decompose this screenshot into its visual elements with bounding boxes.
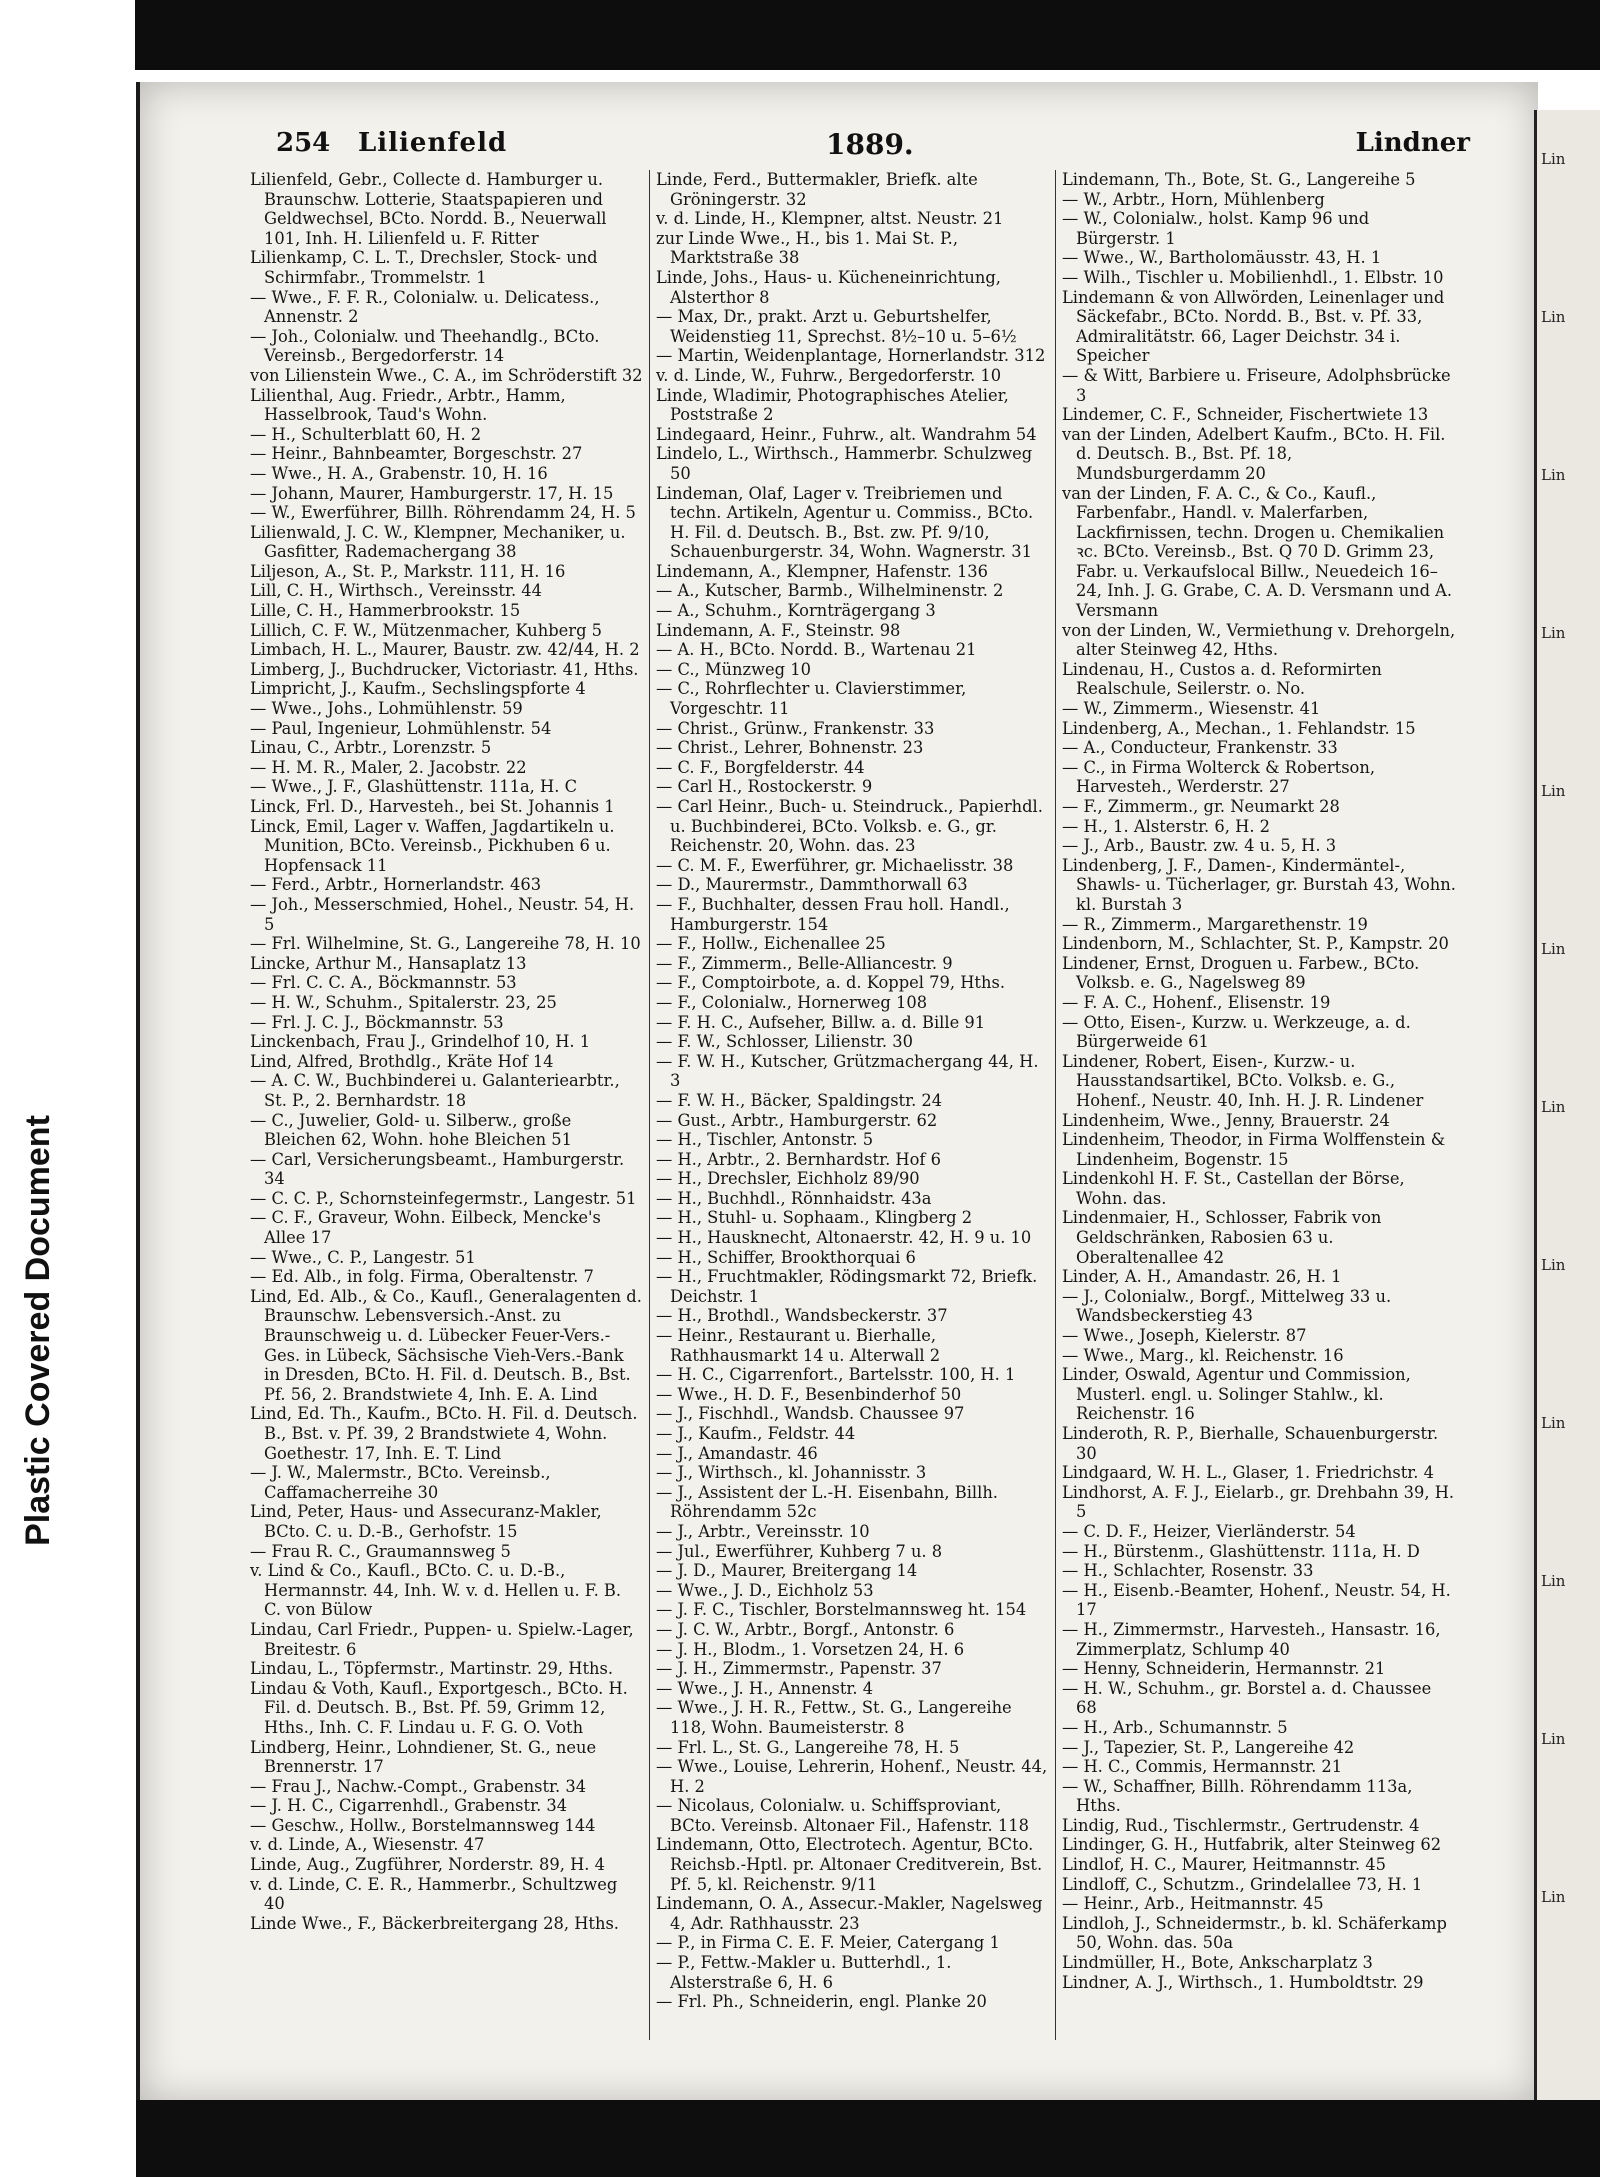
- directory-entry: — Wwe., C. P., Langestr. 51: [250, 1247, 476, 1267]
- directory-entry: Lindloh, J., Schneidermstr., b. kl. Schäferkamp 50, Wohn. das. 50a: [1062, 1913, 1447, 1953]
- next-page-fragment: Lin: [1541, 1888, 1566, 1906]
- directory-entry: — J. H., Zimmermstr., Papenstr. 37: [656, 1659, 942, 1679]
- directory-entry: — C. F., Borgfelderstr. 44: [656, 757, 865, 777]
- next-page-fragment: Lin: [1541, 782, 1566, 800]
- directory-entry: — Frl. C. C. A., Böckmannstr. 53: [250, 973, 517, 993]
- directory-entry: Lindener, Ernst, Droguen u. Farbew., BCto. Volksb. e. G., Nagelsweg 89: [1062, 953, 1420, 993]
- directory-entry: — Carl Heinr., Buch- u. Steindruck., Papierhdl. u. Buchbinderei, BCto. Volksb. e. G., gr. Reichenstr. 20, Wohn. das. 23: [656, 797, 1043, 856]
- directory-entry: — Max, Dr., prakt. Arzt u. Geburtshelfer, Weidenstieg 11, Sprechst. 8½–10 u. 5–6½: [656, 307, 1017, 346]
- directory-entry: Lindemann, A., Klempner, Hafenstr. 136: [656, 561, 989, 581]
- directory-entry: — Carl H., Rostockerstr. 9: [656, 777, 873, 797]
- directory-entry: — C., Rohrflechter u. Clavierstimmer, Vorgeschtr. 11: [656, 679, 967, 719]
- next-page-fragment: Lin: [1541, 940, 1566, 958]
- directory-entry: — Heinr., Restaurant u. Bierhalle, Rathhausmarkt 14 u. Alterwall 2: [656, 1326, 941, 1365]
- next-page-fragment: Lin: [1541, 1098, 1566, 1116]
- directory-entry: — H., Zimmermstr., Harvesteh., Hansastr. 16, Zimmerplatz, Schlump 40: [1062, 1619, 1441, 1659]
- directory-entry: — Wwe., F. F. R., Colonialw. u. Delicatess., Annenstr. 2: [250, 287, 600, 327]
- directory-entry: — Wwe., J. H. R., Fettw., St. G., Langereihe 118, Wohn. Baumeisterstr. 8: [656, 1698, 1012, 1737]
- directory-entry: — Gust., Arbtr., Hamburgerstr. 62: [656, 1110, 938, 1130]
- directory-entry: — Otto, Eisen-, Kurzw. u. Werkzeuge, a. d. Bürgerweide 61: [1062, 1012, 1411, 1052]
- directory-entry: Lindenau, H., Custos a. d. Reformirten Realschule, Seilerstr. o. No.: [1062, 659, 1382, 699]
- directory-entry: — Wwe., W., Bartholomäusstr. 43, H. 1: [1062, 248, 1382, 268]
- directory-entry: Limpricht, J., Kaufm., Sechslingspforte 4: [250, 679, 586, 699]
- directory-entry: Lindenheim, Wwe., Jenny, Brauerstr. 24: [1062, 1110, 1390, 1130]
- directory-entry: Linder, Oswald, Agentur und Commission, Musterl. engl. u. Solinger Stahlw., kl. Reichenstr. 16: [1062, 1365, 1411, 1424]
- directory-entry: — W., Zimmerm., Wiesenstr. 41: [1062, 699, 1321, 719]
- directory-entry: — H., Brothdl., Wandsbeckerstr. 37: [656, 1306, 948, 1326]
- directory-entry: — Wwe., J. D., Eichholz 53: [656, 1580, 874, 1600]
- directory-entry: — R., Zimmerm., Margarethenstr. 19: [1062, 914, 1368, 934]
- directory-entry: — Geschw., Hollw., Borstelmannsweg 144: [250, 1815, 596, 1835]
- directory-entry: v. d. Linde, W., Fuhrw., Bergedorferstr. 10: [656, 365, 1002, 385]
- directory-entry: Lindenmaier, H., Schlosser, Fabrik von Geldschränken, Rabosien 63 u. Oberaltenallee 42: [1062, 1208, 1382, 1267]
- directory-entry: — C. D. F., Heizer, Vierländerstr. 54: [1062, 1521, 1356, 1541]
- directory-entry: Linck, Frl. D., Harvesteh., bei St. Johannis 1: [250, 797, 615, 816]
- directory-entry: Linde Wwe., F., Bäckerbreitergang 28, Hths.: [250, 1913, 619, 1933]
- directory-entry: — Frl. J. C. J., Böckmannstr. 53: [250, 1012, 504, 1032]
- directory-entry: — H., Hausknecht, Altonaerstr. 42, H. 9 u. 10: [656, 1228, 1032, 1248]
- directory-entry: Lindlof, H. C., Maurer, Heitmannstr. 45: [1062, 1855, 1386, 1875]
- directory-entry: Linderoth, R. P., Bierhalle, Schauenburgerstr. 30: [1062, 1424, 1439, 1463]
- directory-entry: — J. F. C., Tischler, Borstelmannsweg ht. 154: [656, 1600, 1027, 1620]
- directory-entry: Lindemann, A. F., Steinstr. 98: [656, 620, 901, 640]
- directory-entry: — F., Zimmerm., Belle-Alliancestr. 9: [656, 953, 953, 973]
- directory-entry: — F., Zimmerm., gr. Neumarkt 28: [1062, 797, 1340, 816]
- directory-entry: — Ed. Alb., in folg. Firma, Oberaltenstr. 7: [250, 1267, 594, 1287]
- directory-entry: Lindau, Carl Friedr., Puppen- u. Spielw.-Lager, Breitestr. 6: [250, 1619, 634, 1659]
- directory-entry: — H. M. R., Maler, 2. Jacobstr. 22: [250, 757, 527, 777]
- directory-entry: — P., in Firma C. E. F. Meier, Catergang 1: [656, 1933, 1000, 1953]
- side-label-text: Plastic Covered Document: [18, 1114, 57, 1546]
- directory-entry: — J., Tapezier, St. P., Langereihe 42: [1062, 1737, 1355, 1757]
- next-page-fragment: Lin: [1541, 1256, 1566, 1274]
- next-page-fragment: Lin: [1541, 1730, 1566, 1748]
- directory-entry: — H. W., Schuhm., Spitalerstr. 23, 25: [250, 992, 557, 1012]
- directory-entry: Lindmüller, H., Bote, Ankscharplatz 3: [1062, 1953, 1373, 1973]
- directory-entry: — D., Maurermstr., Dammthorwall 63: [656, 875, 968, 895]
- directory-columns: [244, 170, 1466, 2040]
- directory-entry: — H., Fruchtmakler, Rödingsmarkt 72, Briefk. Deichstr. 1: [656, 1267, 1038, 1306]
- directory-entry: — Ferd., Arbtr., Hornerlandstr. 463: [250, 875, 542, 895]
- directory-entry: — Heinr., Bahnbeamter, Borgeschstr. 27: [250, 444, 583, 464]
- directory-entry: — C., Juwelier, Gold- u. Silberw., große Bleichen 62, Wohn. hohe Bleichen 51: [250, 1110, 572, 1150]
- directory-entry: Lindemann & von Allwörden, Leinenlager und Säckefabr., BCto. Nordd. B., Bst. v. Pf. 33, Admiralitätstr. 66, Lager Deichstr. 34 i. Speicher: [1062, 287, 1445, 366]
- directory-entry: — F. W. H., Bäcker, Spaldingstr. 24: [656, 1090, 943, 1110]
- directory-entry: — F., Buchhalter, dessen Frau holl. Handl., Hamburgerstr. 154: [656, 894, 1010, 934]
- page-header: [136, 128, 1534, 164]
- directory-entry: Linde, Ferd., Buttermakler, Briefk. alte Gröningerstr. 32: [656, 170, 978, 209]
- directory-entry: Lindhorst, A. F. J., Eielarb., gr. Drehbahn 39, H. 5: [1062, 1482, 1455, 1522]
- directory-entry: — Heinr., Arb., Heitmannstr. 45: [1062, 1894, 1324, 1914]
- directory-entry: — Frl. Ph., Schneiderin, engl. Planke 20: [656, 1992, 987, 2012]
- directory-entry: — Joh., Messerschmied, Hohel., Neustr. 54, H. 5: [250, 894, 635, 934]
- directory-entry: — F. H. C., Aufseher, Billw. a. d. Bille 91: [656, 1012, 986, 1032]
- directory-entry: Lill, C. H., Wirthsch., Vereinsstr. 44: [250, 581, 543, 601]
- directory-entry: — Joh., Colonialw. und Theehandlg., BCto. Vereinsb., Bergedorferstr. 14: [250, 326, 600, 366]
- directory-entry: — H., Drechsler, Eichholz 89/90: [656, 1169, 920, 1189]
- directory-entry: — H., Eisenb.-Beamter, Hohenf., Neustr. 54, H. 17: [1062, 1580, 1451, 1620]
- directory-entry: — Wilh., Tischler u. Mobilienhdl., 1. Elbstr. 10: [1062, 267, 1444, 287]
- directory-entry: Limbach, H. L., Maurer, Baustr. zw. 42/44, H. 2: [250, 640, 640, 660]
- directory-entry: — C. F., Graveur, Wohn. Eilbeck, Mencke's Allee 17: [250, 1208, 601, 1248]
- directory-entry: Linde, Wladimir, Photographisches Atelier, Poststraße 2: [656, 385, 1009, 425]
- directory-entry: Lilienfeld, Gebr., Collecte d. Hamburger u. Braunschw. Lotterie, Staatspapieren und Geldwechsel, BCto. Nordd. B., Neuerwall 101, Inh. H. Lilienfeld u. F. Ritter: [250, 170, 607, 248]
- scan-top-border: [0, 0, 1600, 70]
- directory-entry: Lille, C. H., Hammerbrookstr. 15: [250, 601, 521, 621]
- directory-entry: Lindner, A. J., Wirthsch., 1. Humboldtstr. 29: [1062, 1972, 1424, 1992]
- directory-entry: Lindberg, Heinr., Lohndiener, St. G., neue Brennerstr. 17: [250, 1737, 597, 1777]
- directory-entry: — F. A. C., Hohenf., Elisenstr. 19: [1062, 992, 1331, 1012]
- directory-entry: — J., Arbtr., Vereinsstr. 10: [656, 1521, 870, 1541]
- directory-entry: Lind, Ed. Th., Kaufm., BCto. H. Fil. d. Deutsch. B., Bst. v. Pf. 39, 2 Brandstwiete 4, Wohn. Goethestr. 17, Inh. E. T. Lind: [250, 1404, 638, 1463]
- directory-entry: — Martin, Weidenplantage, Hornerlandstr. 312: [656, 346, 1046, 366]
- directory-entry: Lindig, Rud., Tischlermstr., Gertrudenstr. 4: [1062, 1815, 1420, 1835]
- directory-entry: Linde, Johs., Haus- u. Kücheneinrichtung, Alsterthor 8: [656, 267, 1001, 307]
- directory-entry: Lindloff, C., Schutzm., Grindelallee 73, H. 1: [1062, 1874, 1423, 1894]
- directory-entry: Lindemann, Th., Bote, St. G., Langereihe 5: [1062, 170, 1416, 189]
- directory-entry: — F., Colonialw., Hornerweg 108: [656, 992, 928, 1012]
- next-page-fragment: Lin: [1541, 1572, 1566, 1590]
- directory-entry: Limberg, J., Buchdrucker, Victoriastr. 41, Hths.: [250, 659, 639, 679]
- directory-entry: — J., Assistent der L.-H. Eisenbahn, Billh. Röhrendamm 52c: [656, 1482, 998, 1522]
- directory-entry: — W., Arbtr., Horn, Mühlenberg: [1062, 189, 1325, 209]
- directory-entry: — J., Kaufm., Feldstr. 44: [656, 1424, 856, 1443]
- directory-entry: — H., Buchhdl., Rönnhaidstr. 43a: [656, 1188, 932, 1208]
- directory-entry: — Frau J., Nachw.-Compt., Grabenstr. 34: [250, 1776, 587, 1796]
- directory-entry: — Jul., Ewerführer, Kuhberg 7 u. 8: [656, 1541, 943, 1561]
- directory-entry: — A., Kutscher, Barmb., Wilhelminenstr. 2: [656, 581, 1004, 601]
- directory-entry: Lindenberg, J. F., Damen-, Kindermäntel-, Shawls- u. Tücherlager, gr. Burstah 43, Wohn. kl. Burstah 3: [1062, 855, 1456, 914]
- next-page-edge: [1534, 110, 1600, 2100]
- directory-entry: — Wwe., H. D. F., Besenbinderhof 50: [656, 1384, 962, 1404]
- directory-entry: Lindelo, L., Wirthsch., Hammerbr. Schulzweg 50: [656, 444, 1033, 483]
- directory-entry: Lindemann, Otto, Electrotech. Agentur, BCto. Reichsb.-Hptl. pr. Altonaer Creditverein, Bst. Pf. 5, kl. Reichenstr. 9/11: [656, 1835, 1043, 1894]
- scan-bottom-border: [136, 2100, 1600, 2177]
- column-1: [244, 170, 650, 2040]
- directory-entry: — C. M. F., Ewerführer, gr. Michaelisstr. 38: [656, 855, 1014, 875]
- directory-entry: v. d. Linde, C. E. R., Hammerbr., Schultzweg 40: [250, 1874, 618, 1914]
- directory-entry: Linckenbach, Frau J., Grindelhof 10, H. 1: [250, 1032, 591, 1052]
- directory-entry: — C., in Firma Wolterck & Robertson, Harvesteh., Werderstr. 27: [1062, 757, 1376, 797]
- directory-entry: Lindau, L., Töpfermstr., Martinstr. 29, Hths.: [250, 1659, 614, 1679]
- directory-entry: Lincke, Arthur M., Hansaplatz 13: [250, 953, 527, 973]
- directory-entry: — J. W., Malermstr., BCto. Vereinsb., Caffamacherreihe 30: [250, 1463, 551, 1502]
- directory-entry: — Wwe., J. H., Annenstr. 4: [656, 1678, 874, 1698]
- directory-entry: — W., Colonialw., holst. Kamp 96 und Bürgerstr. 1: [1062, 209, 1370, 248]
- directory-entry: — H. C., Commis, Hermannstr. 21: [1062, 1757, 1343, 1777]
- directory-entry: — F. W. H., Kutscher, Grützmachergang 44, H. 3: [656, 1051, 1039, 1091]
- directory-entry: — J. H. C., Cigarrenhdl., Grabenstr. 34: [250, 1796, 568, 1816]
- directory-entry: — Christ., Grünw., Frankenstr. 33: [656, 718, 935, 738]
- directory-entry: van der Linden, F. A. C., & Co., Kaufl., Farbenfabr., Handl. v. Malerfarben, Lackfirnissen, techn. Drogen u. Chemikalien ꝛc. BCto. Vereinsb., Bst. Q 70 D. Grimm 23, Fabr. u. Verkaufslocal Billw., Neuedeich 16–24, Inh. J. G. Grabe, C. A. D. Versmann und A. Versmann: [1062, 483, 1453, 621]
- directory-entry: — J., Arb., Baustr. zw. 4 u. 5, H. 3: [1062, 836, 1337, 856]
- directory-entry: — F., Hollw., Eichenallee 25: [656, 934, 886, 954]
- directory-entry: Lindenkohl H. F. St., Castellan der Börse, Wohn. das.: [1062, 1169, 1405, 1208]
- directory-entry: — J. H., Blodm., 1. Vorsetzen 24, H. 6: [656, 1639, 965, 1659]
- directory-entry: von Lilienstein Wwe., C. A., im Schröderstift 32: [250, 365, 643, 385]
- directory-entry: Lindenborn, M., Schlachter, St. P., Kampstr. 20: [1062, 934, 1449, 954]
- directory-entry: — H., Bürstenm., Glashüttenstr. 111a, H. D: [1062, 1541, 1420, 1561]
- directory-entry: — C., Münzweg 10: [656, 659, 811, 679]
- directory-entry: — W., Ewerführer, Billh. Röhrendamm 24, H. 5: [250, 503, 636, 523]
- directory-entry: — Wwe., Johs., Lohmühlenstr. 59: [250, 699, 523, 719]
- directory-entry: — H., Schiffer, Brookthorquai 6: [656, 1247, 916, 1267]
- directory-entry: Lilienthal, Aug. Friedr., Arbtr., Hamm, Hasselbrook, Taud's Wohn.: [250, 385, 566, 425]
- directory-entry: Lindener, Robert, Eisen-, Kurzw.- u. Hausstandsartikel, BCto. Volksb. e. G., Hohenf., Neustr. 40, Inh. H. J. R. Lindener: [1062, 1051, 1424, 1110]
- directory-entry: Lind, Ed. Alb., & Co., Kaufl., Generalagenten d. Braunschw. Lebensversich.-Anst. zu Braunschweig u. d. Lübecker Feuer-Vers.-Ges. in Lübeck, Sächsische Vieh-Vers.-Bank in Dresden, BCto. H. Fil. d. Deutsch. B., Bst. Pf. 56, 2. Brandstwiete 4, Inh. E. A. Lind: [250, 1286, 642, 1404]
- directory-entry: — H. C., Cigarrenfort., Bartelsstr. 100, H. 1: [656, 1365, 1016, 1385]
- directory-entry: Linde, Aug., Zugführer, Norderstr. 89, H. 4: [250, 1855, 605, 1875]
- directory-entry: v. Lind & Co., Kaufl., BCto. C. u. D.-B., Hermannstr. 44, Inh. W. v. d. Hellen u. F. B. C. von Bülow: [250, 1561, 622, 1620]
- directory-entry: — J. C. W., Arbtr., Borgf., Antonstr. 6: [656, 1619, 955, 1639]
- directory-entry: — H., Stuhl- u. Sophaam., Klingberg 2: [656, 1208, 973, 1228]
- directory-entry: — W., Schaffner, Billh. Röhrendamm 113a, Hths.: [1062, 1776, 1413, 1816]
- directory-entry: Lindeman, Olaf, Lager v. Treibriemen und techn. Artikeln, Agentur u. Commiss., BCto. H. Fil. d. Deutsch. B., Bst. zw. Pf. 9/10, Schauenburgerstr. 34, Wohn. Wagnerstr. 31: [656, 483, 1034, 562]
- directory-entry: — J., Wirthsch., kl. Johannisstr. 3: [656, 1463, 927, 1483]
- directory-entry: — H., Schulterblatt 60, H. 2: [250, 424, 482, 444]
- directory-entry: — A. C. W., Buchbinderei u. Galanteriearbtr., St. P., 2. Bernhardstr. 18: [250, 1071, 620, 1110]
- directory-entry: — Frl. L., St. G., Langereihe 78, H. 5: [656, 1737, 960, 1757]
- column-2: [650, 170, 1056, 2040]
- directory-entry: — J., Fischhdl., Wandsb. Chaussee 97: [656, 1404, 965, 1424]
- directory-entry: Lilienwald, J. C. W., Klempner, Mechaniker, u. Gasfitter, Rademachergang 38: [250, 522, 626, 562]
- directory-entry: — Wwe., Joseph, Kielerstr. 87: [1062, 1326, 1307, 1346]
- directory-entry: — C. C. P., Schornsteinfegermstr., Langestr. 51: [250, 1188, 637, 1208]
- directory-entry: — Wwe., H. A., Grabenstr. 10, H. 16: [250, 463, 548, 483]
- directory-entry: Lindemer, C. F., Schneider, Fischertwiete 13: [1062, 405, 1429, 425]
- header-year: 1889.: [826, 128, 914, 161]
- directory-entry: — H. W., Schuhm., gr. Borstel a. d. Chaussee 68: [1062, 1678, 1432, 1718]
- directory-entry: — H., Schlachter, Rosenstr. 33: [1062, 1561, 1314, 1581]
- directory-entry: v. d. Linde, A., Wiesenstr. 47: [250, 1835, 485, 1855]
- directory-entry: — H., 1. Alsterstr. 6, H. 2: [1062, 816, 1271, 836]
- directory-entry: — H., Tischler, Antonstr. 5: [656, 1130, 874, 1150]
- next-page-fragment: Lin: [1541, 466, 1566, 484]
- directory-entry: — Frl. Wilhelmine, St. G., Langereihe 78, H. 10: [250, 934, 641, 954]
- directory-entry: — H., Arbtr., 2. Bernhardstr. Hof 6: [656, 1149, 941, 1169]
- directory-entry: — Nicolaus, Colonialw. u. Schiffsproviant, BCto. Vereinsb. Altonaer Fil., Hafenstr. 118: [656, 1796, 1029, 1835]
- next-page-fragment: Lin: [1541, 624, 1566, 642]
- directory-entry: — Wwe., Marg., kl. Reichenstr. 16: [1062, 1345, 1344, 1365]
- directory-entry: — & Witt, Barbiere u. Friseure, Adolphsbrücke 3: [1062, 365, 1451, 405]
- directory-entry: — Paul, Ingenieur, Lohmühlenstr. 54: [250, 718, 552, 738]
- directory-entry: — A., Conducteur, Frankenstr. 33: [1062, 738, 1338, 758]
- header-right-word: Lindner: [1355, 128, 1470, 158]
- directory-entry: Lindenberg, A., Mechan., 1. Fehlandstr. 15: [1062, 718, 1416, 738]
- directory-entry: Lindgaard, W. H. L., Glaser, 1. Friedrichstr. 4: [1062, 1463, 1434, 1483]
- directory-entry: Lilienkamp, C. L. T., Drechsler, Stock- und Schirmfabr., Trommelstr. 1: [250, 248, 598, 287]
- directory-entry: Lindau & Voth, Kaufl., Exportgesch., BCto. H. Fil. d. Deutsch. B., Bst. Pf. 59, Grimm 12, Hths., Inh. C. F. Lindau u. F. G. O. Voth: [250, 1678, 628, 1737]
- directory-entry: Lindemann, O. A., Assecur.-Makler, Nagelsweg 4, Adr. Rathhausstr. 23: [656, 1894, 1043, 1933]
- directory-entry: Lindenheim, Theodor, in Firma Wolffenstein & Lindenheim, Bogenstr. 15: [1062, 1130, 1446, 1169]
- directory-entry: — Wwe., J. F., Glashüttenstr. 111a, H. C: [250, 777, 578, 797]
- directory-entry: — Christ., Lehrer, Bohnenstr. 23: [656, 738, 924, 758]
- directory-entry: — F., Comptoirbote, a. d. Koppel 79, Hths.: [656, 973, 1005, 993]
- directory-entry: — Carl, Versicherungsbeamt., Hamburgerstr. 34: [250, 1149, 625, 1189]
- directory-entry: — H., Arb., Schumannstr. 5: [1062, 1717, 1288, 1737]
- directory-entry: — F. W., Schlosser, Lilienstr. 30: [656, 1032, 913, 1052]
- directory-entry: — Wwe., Louise, Lehrerin, Hohenf., Neustr. 44, H. 2: [656, 1757, 1048, 1796]
- directory-entry: — A., Schuhm., Kornträgergang 3: [656, 601, 936, 621]
- directory-entry: Lindinger, G. H., Hutfabrik, alter Steinweg 62: [1062, 1835, 1442, 1855]
- directory-entry: Lind, Alfred, Brothdlg., Kräte Hof 14: [250, 1051, 554, 1071]
- directory-entry: Lind, Peter, Haus- und Assecuranz-Makler, BCto. C. u. D.-B., Gerhofstr. 15: [250, 1502, 602, 1541]
- directory-entry: — P., Fettw.-Makler u. Butterhdl., 1. Alsterstraße 6, H. 6: [656, 1953, 952, 1992]
- next-page-fragment: Lin: [1541, 150, 1566, 168]
- directory-entry: Lillich, C. F. W., Mützenmacher, Kuhberg 5: [250, 620, 603, 640]
- directory-entry: — J., Colonialw., Borgf., Mittelweg 33 u. Wandsbeckerstieg 43: [1062, 1286, 1392, 1326]
- directory-entry: — J. D., Maurer, Breitergang 14: [656, 1561, 918, 1581]
- directory-entry: Liljeson, A., St. P., Markstr. 111, H. 16: [250, 561, 566, 581]
- directory-entry: — Frau R. C., Graumannsweg 5: [250, 1541, 511, 1561]
- next-page-fragment: Lin: [1541, 308, 1566, 326]
- next-page-fragment: Lin: [1541, 1414, 1566, 1432]
- directory-entry: Linck, Emil, Lager v. Waffen, Jagdartikeln u. Munition, BCto. Vereinsb., Pickhuben 6 u. Hopfensack 11: [250, 816, 615, 875]
- directory-entry: zur Linde Wwe., H., bis 1. Mai St. P., Marktstraße 38: [656, 228, 958, 268]
- header-left-word: Lilienfeld: [358, 128, 508, 158]
- directory-entry: — J., Amandastr. 46: [656, 1443, 818, 1463]
- side-label: [8, 980, 68, 1680]
- column-3: [1056, 170, 1462, 2040]
- directory-entry: Linau, C., Arbtr., Lorenzstr. 5: [250, 738, 492, 758]
- directory-entry: von der Linden, W., Vermiethung v. Drehorgeln, alter Steinweg 42, Hths.: [1062, 620, 1456, 660]
- page-number: 254: [276, 128, 331, 158]
- directory-entry: Lindegaard, Heinr., Fuhrw., alt. Wandrahm 54: [656, 424, 1037, 444]
- directory-entry: — Henny, Schneiderin, Hermannstr. 21: [1062, 1659, 1386, 1679]
- directory-entry: — A. H., BCto. Nordd. B., Wartenau 21: [656, 640, 977, 660]
- directory-entry: Linder, A. H., Amandastr. 26, H. 1: [1062, 1267, 1342, 1287]
- directory-entry: — Johann, Maurer, Hamburgerstr. 17, H. 15: [250, 483, 614, 503]
- directory-entry: v. d. Linde, H., Klempner, altst. Neustr. 21: [656, 209, 1004, 229]
- directory-entry: van der Linden, Adelbert Kaufm., BCto. H. Fil. d. Deutsch. B., Bst. Pf. 18, Mundsburgerdamm 20: [1062, 424, 1446, 483]
